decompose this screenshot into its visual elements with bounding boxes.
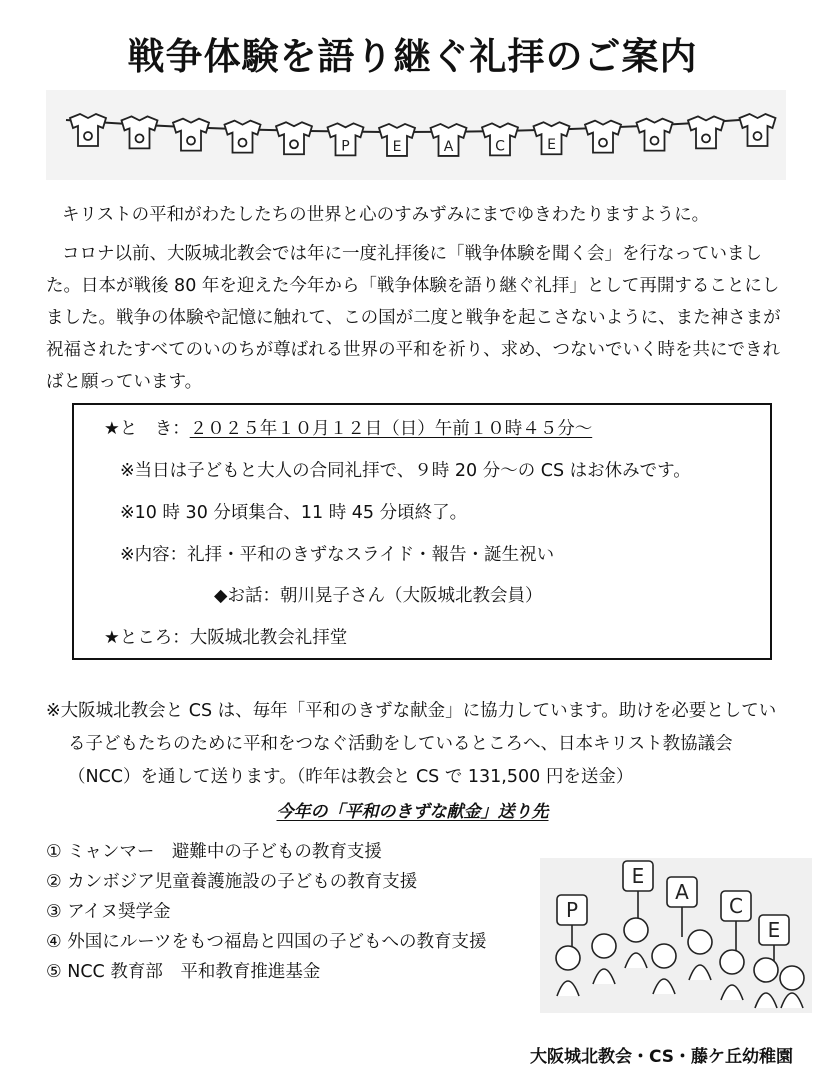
note-content: ※内容：礼拝・平和のきずなスライド・報告・誕生祝い xyxy=(120,545,555,565)
banner-letter: C xyxy=(495,138,505,155)
list-item: ① ミャンマー 避難中の子どもの教育支援 xyxy=(46,842,382,862)
donation-note: ※大阪城北教会と CS は、毎年「平和のきずな献金」に協力しています。助けを必要としている子どもたちのために平和をつなぐ活動をしているところへ、日本キリスト教協議会（NCC）を通して送ります。（昨年は教会と CS で 131,500 円を送金） xyxy=(46,701,777,787)
heart-icon xyxy=(290,140,298,148)
shirt-icon xyxy=(173,119,209,151)
sign-letter: P xyxy=(565,898,579,922)
list-item: ② カンボジア児童養護施設の子どもの教育支援 xyxy=(46,872,418,892)
note-time: ※10 時 30 分頃集合、11 時 45 分頃終了。 xyxy=(120,503,468,523)
date-row xyxy=(104,415,592,440)
child-body-icon xyxy=(721,985,743,1000)
child-head-icon xyxy=(780,966,804,990)
child-head-icon xyxy=(720,950,744,974)
event-info-box xyxy=(72,403,772,660)
child-body-icon xyxy=(755,993,777,1008)
page-title: 戦争体験を語り継ぐ礼拝のご案内 xyxy=(127,35,698,78)
child-body-icon xyxy=(689,965,711,980)
shirt-icon xyxy=(585,121,621,153)
children-peace-illustration xyxy=(540,858,812,1013)
speaker: ◆お話：朝川晃子さん（大阪城北教会員） xyxy=(214,586,543,606)
shirt-garland-icon xyxy=(46,90,786,180)
date-value: ２０２５年１０月１２日（日）午前１０時４５分～ xyxy=(189,419,593,439)
clover-icon xyxy=(136,134,144,142)
shirt-icon xyxy=(688,116,724,148)
shirt-icon xyxy=(122,116,158,148)
banner-letter: E xyxy=(547,137,556,154)
recipients-title: 今年の「平和のきずな献金」送り先 xyxy=(276,802,549,822)
banner-letter: E xyxy=(392,138,402,155)
child-body-icon xyxy=(557,981,579,996)
footer-org: 大阪城北教会・CS・藤ケ丘幼稚園 xyxy=(529,1047,793,1067)
child-head-icon xyxy=(754,958,778,982)
shirt-icon xyxy=(740,114,776,146)
sign-letter: E xyxy=(631,864,645,888)
child-head-icon xyxy=(652,944,676,968)
recipients-heading xyxy=(0,797,825,822)
note-cs: ※当日は子どもと大人の合同礼拝で、９時 20 分～の CS はお休みです。 xyxy=(120,461,691,481)
shirt-icon xyxy=(70,114,106,146)
bird-icon xyxy=(702,134,710,142)
child-head-icon xyxy=(688,930,712,954)
peace-banner-illustration xyxy=(46,90,786,180)
children-holding-signs-icon xyxy=(540,858,812,1013)
sprout-icon xyxy=(187,137,195,145)
shirt-icon xyxy=(225,121,261,153)
list-item: ⑤ NCC 教育部 平和教育推進基金 xyxy=(46,962,321,982)
bird-icon xyxy=(651,137,659,145)
child-body-icon xyxy=(781,993,803,1008)
child-head-icon xyxy=(624,918,648,942)
list-item: ③ アイヌ奨学金 xyxy=(46,902,171,922)
sign-letter: C xyxy=(729,894,743,918)
cross-icon xyxy=(84,132,92,140)
bird-icon xyxy=(239,139,247,147)
shirt-icon xyxy=(637,119,673,151)
child-body-icon xyxy=(593,969,615,984)
recipients-list xyxy=(46,837,487,987)
banner-letter: A xyxy=(443,138,454,155)
flower-icon xyxy=(754,132,762,140)
sign-letter: E xyxy=(767,918,781,942)
body-text: コロナ以前、大阪城北教会では年に一度礼拝後に「戦争体験を聞く会」を行なっていました。日本が戦後 80 年を迎えた今年から「戦争体験を語り継ぐ礼拝」として再開することにしました。戦争の体験や記憶に触れて、この国が二度と戦争を起こさないように、また神さまが祝福されたすべてのいのちが尊ばれる世界の平和を祈り、求め、つないでいく時を共にできればと願っています。 xyxy=(46,244,781,392)
date-label: ★と き： xyxy=(104,419,190,439)
heart-icon xyxy=(599,139,607,147)
child-head-icon xyxy=(592,934,616,958)
shirt-icon xyxy=(276,122,312,154)
place: ★ところ：大阪城北教会礼拝堂 xyxy=(104,628,348,648)
list-item: ④ 外国にルーツをもつ福島と四国の子どもへの教育支援 xyxy=(46,932,487,952)
sign-letter: A xyxy=(675,880,689,904)
banner-letter: P xyxy=(341,138,350,155)
child-body-icon xyxy=(653,979,675,994)
child-body-icon xyxy=(625,953,647,968)
intro-text: キリストの平和がわたしたちの世界と心のすみずみにまでゆきわたりますように。 xyxy=(62,205,710,225)
child-head-icon xyxy=(556,946,580,970)
